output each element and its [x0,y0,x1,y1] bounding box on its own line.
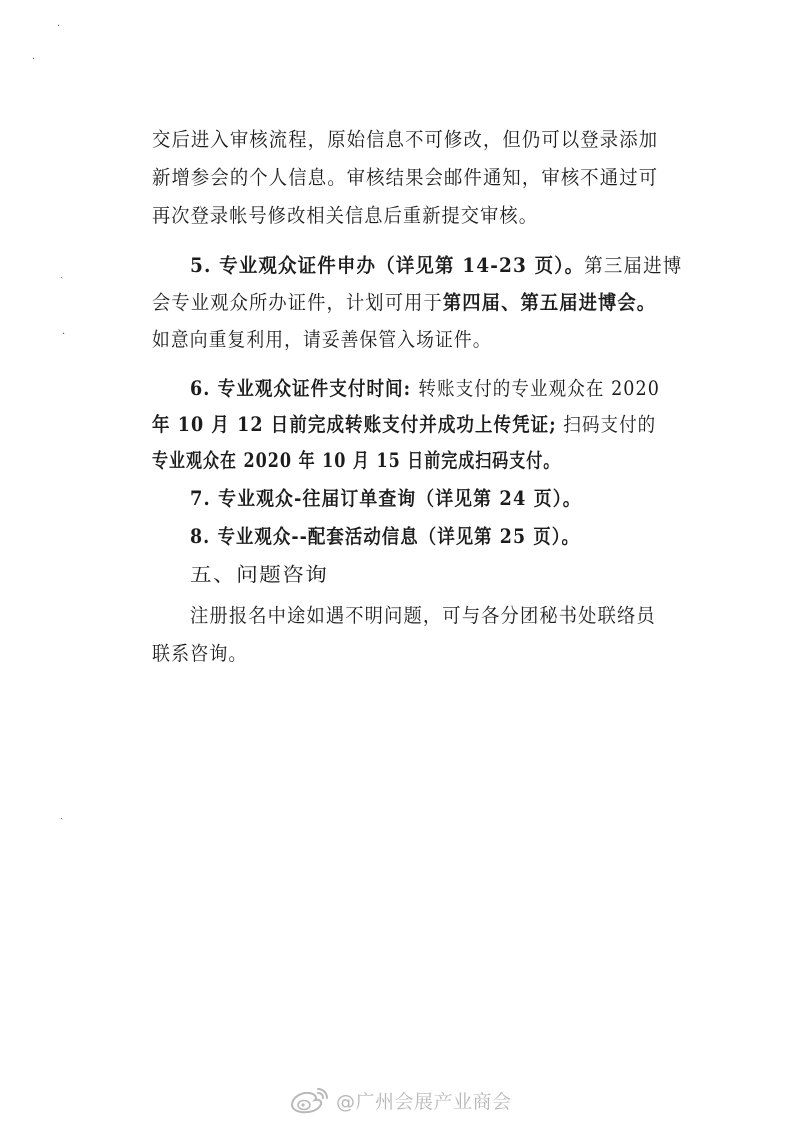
bold-text: 8. 专业观众--配套活动信息（详见第 25 页）。 [190,525,580,548]
weibo-icon [286,1085,330,1115]
text-segment: 第三届进博 [584,254,683,277]
scan-mark: · [57,21,61,32]
text-segment: 转账支付的专业观众在 2020 [418,377,660,400]
text-line [190,563,328,587]
bold-text: 7. 专业观众-往届订单查询（详见第 24 页）。 [190,487,582,510]
bold-text: 6. 专业观众证件支付时间: [190,377,419,400]
text-line [190,377,660,401]
bold-text: 专业观众在 2020 年 10 月 15 日前完成扫码支付。 [152,449,561,472]
text-segment: 扫码支付的 [556,413,657,436]
bold-text: 年 10 月 12 日前完成转账支付并成功上传凭证; [152,413,557,436]
text-segment: 五、问题咨询 [190,563,329,586]
scan-mark: ˎ [60,809,64,820]
scan-mark: · [62,329,66,340]
text-line [152,449,560,473]
text-line [190,487,582,511]
text-line [152,328,492,352]
text-line [152,128,658,152]
text-line [152,413,656,437]
text-segment: 交后进入审核流程，原始信息不可修改，但仍可以登录添加 [152,128,659,151]
text-line [152,642,248,666]
text-line [152,204,538,228]
watermark [286,1083,512,1117]
text-line [152,291,656,315]
scan-mark: · [32,54,36,65]
text-segment: 联系咨询。 [152,642,248,665]
scan-mark: ˎ [60,268,64,279]
watermark-text: @广州会展产业商会 [336,1090,512,1113]
text-segment: 会专业观众所办证件，计划可用于 [152,291,443,314]
text-line [152,166,658,190]
text-line [190,525,580,549]
text-segment: 新增参会的个人信息。审核结果会邮件通知，审核不通过可 [152,166,659,189]
bold-text: 第四届、第五届进博会。 [442,291,657,314]
text-line [190,254,682,278]
text-segment: 注册报名中途如遇不明问题，可与各分团秘书处联络员 [190,604,656,627]
text-line [190,604,656,628]
bold-text: 5. 专业观众证件申办（详见第 14-23 页）。 [190,254,585,277]
text-segment: 如意向重复利用，请妥善保管入场证件。 [152,328,492,351]
text-segment: 再次登录帐号修改相关信息后重新提交审核。 [152,204,539,227]
